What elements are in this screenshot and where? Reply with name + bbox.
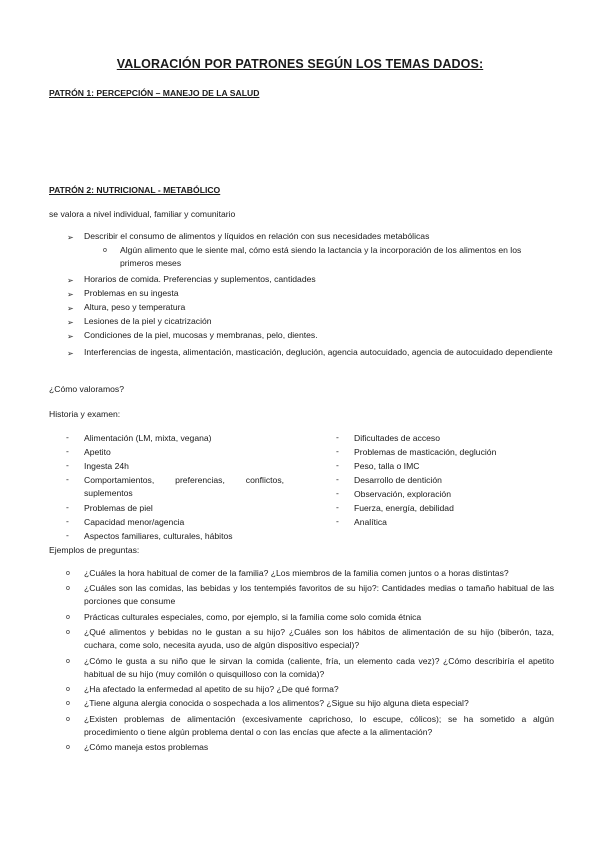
circle-bullet-icon: o — [66, 686, 70, 693]
dash-bullet-icon: - — [66, 530, 69, 540]
dash-bullet-icon: - — [336, 516, 339, 526]
bullet-item: Problemas en su ingesta — [84, 288, 179, 298]
circle-bullet-icon: o — [66, 629, 70, 636]
arrow-bullet-icon: ➢ — [67, 304, 74, 313]
dash-bullet-icon: - — [66, 474, 69, 484]
arrow-bullet-icon: ➢ — [67, 318, 74, 327]
right-item: Desarrollo de dentición — [354, 475, 442, 485]
dash-bullet-icon: - — [336, 460, 339, 470]
bullet-item: Interferencias de ingesta, alimentación, masticación, deglución, agencia autocuidado, agencia de autocuidado dependiente — [84, 347, 553, 357]
historia-label: Historia y examen: — [49, 409, 121, 419]
arrow-bullet-icon: ➢ — [67, 349, 74, 358]
right-item: Dificultades de acceso — [354, 433, 440, 443]
bullet-item: Altura, peso y temperatura — [84, 302, 186, 312]
circle-bullet-icon: o — [66, 570, 70, 577]
question-item: ¿Qué alimentos y bebidas no le gustan a su hijo? ¿Cuáles son los hábitos de alimentación de su hijo (biberón, taza, cuchara, come solo, necesita ayuda, uso de algún dispositivo especial)? — [84, 627, 554, 650]
dash-bullet-icon: - — [66, 432, 69, 442]
left-item: Alimentación (LM, mixta, vegana) — [84, 433, 212, 443]
question-item: Prácticas culturales especiales, como, por ejemplo, si la familia come solo comida étnica — [84, 612, 422, 622]
patron2-heading: PATRÓN 2: NUTRICIONAL - METABÓLICO — [49, 185, 221, 195]
dash-bullet-icon: - — [336, 502, 339, 512]
dash-bullet-icon: - — [336, 488, 339, 498]
dash-bullet-icon: - — [66, 446, 69, 456]
intro-text: se valora a nivel individual, familiar y comunitario — [49, 209, 236, 219]
arrow-bullet-icon: ➢ — [67, 332, 74, 341]
question-valoramos: ¿Cómo valoramos? — [49, 384, 124, 394]
question-item: ¿Tiene alguna alergia conocida o sospechada a los alimentos? ¿Sigue su hijo alguna dieta especial? — [84, 698, 469, 708]
left-item: Ingesta 24h — [84, 461, 129, 471]
left-item: Apetito — [84, 447, 111, 457]
arrow-bullet-icon: ➢ — [67, 290, 74, 299]
right-item: Fuerza, energía, debilidad — [354, 503, 454, 513]
right-item: Observación, exploración — [354, 489, 451, 499]
left-item: Problemas de piel — [84, 503, 153, 513]
right-item: Problemas de masticación, deglución — [354, 447, 497, 457]
circle-bullet-icon: o — [66, 658, 70, 665]
left-item: Aspectos familiares, culturales, hábitos — [84, 531, 233, 541]
question-item: ¿Cómo le gusta a su niño que le sirvan la comida (caliente, fría, un elemento cada vez)? ¿Cómo describiría el apetito habitual de su hijo (muy comilón o quisquilloso con la comida)? — [84, 656, 554, 679]
bullet-subitem: Algún alimento que le siente mal, cómo está siendo la lactancia y la incorporación de los alimentos en los primeros meses — [120, 245, 522, 268]
circle-bullet-icon: o — [66, 716, 70, 723]
left-item: Capacidad menor/agencia — [84, 517, 185, 527]
bullet-item: Condiciones de la piel, mucosas y membranas, pelo, dientes. — [84, 330, 318, 340]
dash-bullet-icon: - — [66, 502, 69, 512]
bullet-item: Lesiones de la piel y cicatrización — [84, 316, 212, 326]
left-item: Comportamientos, preferencias, conflictos, suplementos — [84, 475, 284, 498]
bullet-item: Describir el consumo de alimentos y líquidos en relación con sus necesidades metabólicas — [84, 231, 430, 241]
right-item: Analítica — [354, 517, 387, 527]
circle-bullet-icon: o — [66, 744, 70, 751]
page-title: VALORACIÓN POR PATRONES SEGÚN LOS TEMAS DADOS: — [116, 57, 484, 71]
question-item: ¿Cómo maneja estos problemas — [84, 742, 209, 752]
circle-bullet-icon: o — [103, 247, 107, 254]
dash-bullet-icon: - — [336, 432, 339, 442]
arrow-bullet-icon: ➢ — [67, 233, 74, 242]
dash-bullet-icon: - — [66, 516, 69, 526]
ejemplos-label: Ejemplos de preguntas: — [49, 545, 140, 555]
right-item: Peso, talla o IMC — [354, 461, 420, 471]
question-item: ¿Cuáles la hora habitual de comer de la familia? ¿Los miembros de la familia comen juntos o a horas distintas? — [84, 568, 509, 578]
question-item: ¿Existen problemas de alimentación (excesivamente caprichoso, lo escupe, cólicos); se ha sometido a algún procedimiento o tiene algún problema dental o con las encías que afecte a la alimentación? — [84, 714, 554, 737]
dash-bullet-icon: - — [336, 446, 339, 456]
dash-bullet-icon: - — [336, 474, 339, 484]
circle-bullet-icon: o — [66, 585, 70, 592]
circle-bullet-icon: o — [66, 700, 70, 707]
question-item: ¿Ha afectado la enfermedad al apetito de su hijo? ¿De qué forma? — [84, 684, 339, 694]
bullet-item: Horarios de comida. Preferencias y suplementos, cantidades — [84, 274, 316, 284]
patron1-heading: PATRÓN 1: PERCEPCIÓN – MANEJO DE LA SALUD — [49, 88, 260, 98]
dash-bullet-icon: - — [66, 460, 69, 470]
circle-bullet-icon: o — [66, 614, 70, 621]
arrow-bullet-icon: ➢ — [67, 276, 74, 285]
question-item: ¿Cuáles son las comidas, las bebidas y los tentempiés favoritos de su hijo?: Cantidades medias o tamaño habitual de las porciones que consume — [84, 583, 554, 606]
